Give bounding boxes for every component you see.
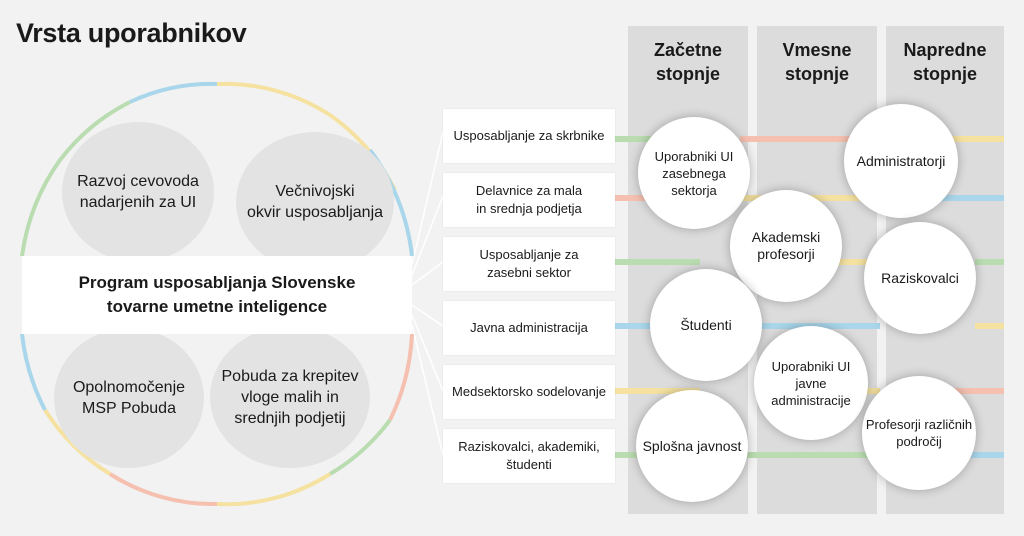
sub-initiative-label: Pobuda za krepitev vloge malih in srednjih podjetij bbox=[221, 367, 359, 427]
fan-connectors bbox=[412, 132, 443, 455]
user-private-sector: Uporabniki UI zasebnega sektorja bbox=[638, 117, 750, 229]
level-header-intermediate: Vmesne stopnje bbox=[782, 40, 852, 84]
user-researchers: Raziskovalci bbox=[864, 222, 976, 334]
user-academic-professors: Akademski profesorji bbox=[730, 190, 842, 302]
sub-initiative-label: Razvoj cevovoda nadarjenih za UI bbox=[77, 173, 199, 211]
program-box: Medsektorsko sodelovanje bbox=[443, 365, 615, 419]
program-box: Usposabljanje za zasebni sektor bbox=[443, 237, 615, 291]
sub-initiative-talent-pipeline bbox=[62, 122, 214, 262]
program-box: Javna administracija bbox=[443, 301, 615, 355]
user-public-administration: Uporabniki UI javne administracije bbox=[754, 326, 868, 440]
user-professors-various-fields: Profesorji različnih področij bbox=[862, 376, 976, 490]
page-title: Vrsta uporabnikov bbox=[16, 18, 247, 48]
sub-initiative-sme-empowerment bbox=[54, 328, 204, 468]
program-box: Usposabljanje za skrbnike bbox=[443, 109, 615, 163]
user-general-public: Splošna javnost bbox=[636, 390, 748, 502]
sub-initiative-multilevel-framework bbox=[236, 132, 394, 272]
sub-initiative-label: Večnivojski okvir usposabljanja bbox=[246, 183, 384, 221]
user-administrators: Administratorji bbox=[844, 104, 958, 218]
main-program-banner: Program usposabljanja Slovenske tovarne umetne inteligence bbox=[22, 256, 412, 334]
level-header-beginner: Začetne stopnje bbox=[653, 40, 723, 84]
sub-initiative-label: Opolnomočenje MSP Pobuda bbox=[72, 379, 186, 417]
program-box: Raziskovalci, akademiki, študenti bbox=[443, 429, 615, 483]
sub-initiative-sme-strengthening bbox=[210, 326, 370, 468]
user-students: Študenti bbox=[650, 269, 762, 381]
program-box: Delavnice za mala in srednja podjetja bbox=[443, 173, 615, 227]
level-header-advanced: Napredne stopnje bbox=[903, 40, 987, 84]
